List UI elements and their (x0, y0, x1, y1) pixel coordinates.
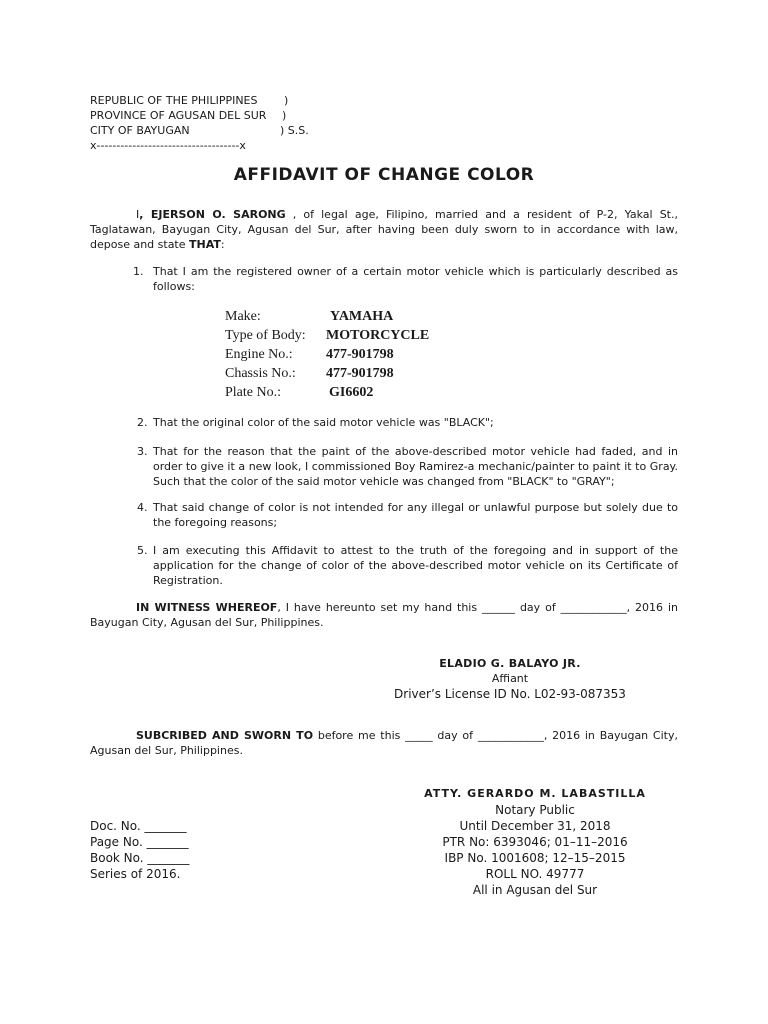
notarial-register (90, 818, 189, 882)
list-item (137, 444, 678, 489)
caption-line-city: CITY OF BAYUGAN (90, 124, 190, 137)
jurat-lead: SUBCRIBED AND SWORN TO (136, 729, 314, 742)
series-year: Series of 2016. (90, 867, 181, 881)
item-number: 4. (137, 501, 148, 514)
caption-mark: ) (284, 94, 289, 107)
item-number: 3. (137, 445, 148, 458)
vehicle-value: GI6602 (329, 385, 374, 400)
caption-mark: ) (282, 109, 287, 122)
item-text: That I am the registered owner of a certain motor vehicle which is particularly described as follows: (153, 265, 678, 293)
item-text: That said change of color is not intended for any illegal or unlawful purpose but solely due to the foregoing reasons; (153, 501, 678, 529)
intro-that: THAT (189, 238, 221, 251)
item-text: That the original color of the said motor vehicle was "BLACK"; (153, 416, 494, 429)
vehicle-label: Engine No.: (225, 347, 293, 362)
notary-line: Until December 31, 2018 (459, 819, 611, 833)
page-number: Page No. _______ (90, 835, 189, 849)
caption-line-republic: REPUBLIC OF THE PHILIPPINES (90, 94, 258, 107)
item-text: I am executing this Affidavit to attest to the truth of the foregoing and in support of the application for the change of color of the above-described motor vehicle on its Certificate of Registration. (153, 544, 678, 587)
notary-line: IBP No. 1001608; 12–15–2015 (444, 851, 626, 865)
vehicle-label: Make: (225, 309, 261, 324)
notary-line: All in Agusan del Sur (472, 883, 598, 897)
caption-divider: x------------------------------------x (90, 139, 246, 152)
witness-lead: IN WITNESS WHEREOF (136, 601, 278, 614)
notary-line: ROLL NO. 49777 (485, 867, 585, 881)
list-item (133, 264, 678, 294)
caption-mark: ) S.S. (280, 124, 309, 137)
intro-colon: : (220, 238, 225, 251)
list-item (137, 543, 678, 588)
affiant-license: Driver’s License ID No. L02-93-087353 (394, 687, 626, 701)
vehicle-label: Type of Body: (225, 328, 306, 343)
list-item (137, 500, 678, 530)
intro-prefix: I (136, 208, 140, 221)
item-text: That for the reason that the paint of the above-described motor vehicle had faded, and in order to give it a new look, I commissioned Boy Ramirez-a mechanic/painter to paint it to Gray. Such that the color of the said motor vehicle was changed from "BLACK" to "GRAY"; (153, 445, 678, 488)
book-number: Book No. _______ (90, 851, 190, 865)
affiant-name: ELADIO G. BALAYO JR. (439, 657, 581, 670)
jurat-paragraph (90, 728, 678, 758)
notary-block (395, 786, 675, 898)
witness-text: , I have hereunto set my hand this ______ day of ____________, 2016 in Bayugan City, Agusan del Sur, Philippines. (90, 601, 678, 629)
notary-line: PTR No: 6393046; 01–11–2016 (442, 835, 628, 849)
document-title: AFFIDAVIT OF CHANGE COLOR (233, 165, 535, 185)
vehicle-label: Chassis No.: (225, 366, 296, 381)
item-number: 1. (133, 265, 144, 278)
notary-line: Notary Public (495, 803, 575, 817)
caption-line-province: PROVINCE OF AGUSAN DEL SUR (90, 109, 267, 122)
vehicle-label: Plate No.: (225, 385, 281, 400)
affiant-signature-block (360, 656, 660, 702)
affiant-name-inline: , EJERSON O. SARONG (139, 208, 286, 221)
venue-caption (90, 93, 309, 153)
list-item (137, 415, 678, 430)
vehicle-value: 477-901798 (326, 347, 394, 362)
witness-paragraph (90, 600, 678, 630)
vehicle-value: MOTORCYCLE (326, 328, 430, 343)
intro-text: , of legal age, Filipino, married and a resident of P-2, Yakal St., Taglatawan, Bayugan City, Agusan del Sur, after having been duly sworn to in accordance with law, depose and state (90, 208, 678, 251)
item-number: 5. (137, 544, 148, 557)
vehicle-value: 477-901798 (326, 366, 394, 381)
item-number: 2. (137, 416, 148, 429)
jurat-text: before me this _____ day of ____________, 2016 in Bayugan City, Agusan del Sur, Philippines. (90, 729, 678, 757)
notary-name: ATTY. GERARDO M. LABASTILLA (424, 787, 646, 800)
vehicle-value: YAMAHA (330, 309, 394, 324)
affiant-role: Affiant (491, 672, 529, 685)
intro-paragraph (90, 207, 678, 252)
doc-number: Doc. No. _______ (90, 819, 187, 833)
